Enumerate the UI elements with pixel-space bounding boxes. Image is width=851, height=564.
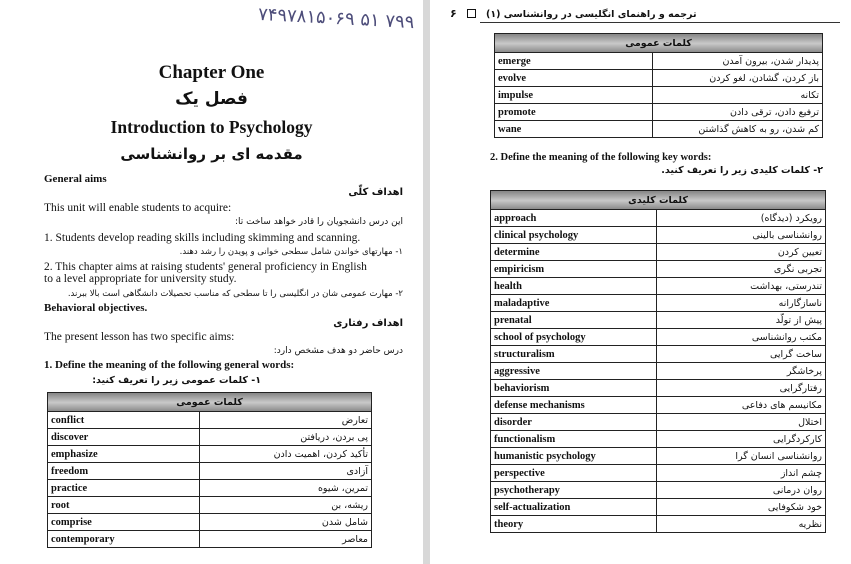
word-fa: روان درمانی bbox=[657, 482, 826, 499]
word-en: impulse bbox=[495, 87, 653, 104]
table-row bbox=[491, 414, 826, 431]
page-number: ۶ bbox=[450, 7, 457, 20]
table-row bbox=[491, 346, 826, 363]
table-row bbox=[48, 412, 372, 429]
word-fa: شامل شدن bbox=[200, 514, 372, 531]
point-2-en-line1: 2. This chapter aims at raising students' general proficiency in English bbox=[44, 261, 367, 273]
word-en: theory bbox=[491, 516, 657, 533]
lesson-title-en: Introduction to Psychology bbox=[110, 117, 313, 137]
table-row bbox=[491, 261, 826, 278]
word-en: promote bbox=[495, 104, 653, 121]
word-en: health bbox=[491, 278, 657, 295]
word-en: disorder bbox=[491, 414, 657, 431]
word-en: root bbox=[48, 497, 200, 514]
table-row bbox=[491, 244, 826, 261]
general-aims-heading-fa: اهداف کلّی bbox=[348, 187, 403, 198]
right-page bbox=[430, 0, 851, 564]
table-row bbox=[491, 482, 826, 499]
word-fa: اختلال bbox=[657, 414, 826, 431]
table-row bbox=[48, 514, 372, 531]
word-en: freedom bbox=[48, 463, 200, 480]
word-fa: تأکید کردن، اهمیت دادن bbox=[200, 446, 372, 463]
general-words-table-2 bbox=[494, 33, 823, 138]
word-fa: مکانیسم های دفاعی bbox=[657, 397, 826, 414]
table-row bbox=[491, 516, 826, 533]
table-row bbox=[48, 497, 372, 514]
point-2-en-line2: to a level appropriate for university study. bbox=[44, 273, 237, 285]
table-row bbox=[491, 227, 826, 244]
word-fa: کارکردگرایی bbox=[657, 431, 826, 448]
table-row bbox=[495, 121, 823, 138]
word-fa: پیش از تولّد bbox=[657, 312, 826, 329]
word-en: evolve bbox=[495, 70, 653, 87]
chapter-title-en: Chapter One bbox=[158, 62, 265, 83]
table-row bbox=[48, 531, 372, 548]
word-fa: پی بردن، دریافتن bbox=[200, 429, 372, 446]
table-row bbox=[495, 70, 823, 87]
word-fa: رفتارگرایی bbox=[657, 380, 826, 397]
chapter-title-fa: فصل یک bbox=[175, 89, 248, 109]
word-fa: رویکرد (دیدگاه) bbox=[657, 210, 826, 227]
word-en: behaviorism bbox=[491, 380, 657, 397]
table-row bbox=[495, 53, 823, 70]
running-head: ترجمه و راهنمای انگلیسی در روانشناسی (۱) bbox=[486, 9, 697, 20]
table-row bbox=[491, 278, 826, 295]
word-fa: مکتب روانشناسی bbox=[657, 329, 826, 346]
point-1-fa: ۱- مهارتهای خواندن شامل سطحی خوانی و پویدن را رشد دهند. bbox=[179, 247, 403, 257]
handwritten-note: ۷۴۹۷۸۱۵۰۶۹ ۵۱ ۷۹۹ bbox=[257, 3, 415, 34]
word-en: discover bbox=[48, 429, 200, 446]
word-en: clinical psychology bbox=[491, 227, 657, 244]
behavioral-heading-fa: اهداف رفتاری bbox=[333, 318, 403, 329]
word-fa: خود شکوفایی bbox=[657, 499, 826, 516]
word-en: defense mechanisms bbox=[491, 397, 657, 414]
word-en: perspective bbox=[491, 465, 657, 482]
define-key-en: 2. Define the meaning of the following key words: bbox=[490, 152, 712, 163]
word-en: contemporary bbox=[48, 531, 200, 548]
word-en: structuralism bbox=[491, 346, 657, 363]
table-row bbox=[491, 312, 826, 329]
lesson-title-fa: مقدمه ای بر روانشناسی bbox=[120, 145, 303, 163]
table-row bbox=[491, 329, 826, 346]
present-lesson-fa: درس حاضر دو هدف مشخص دارد: bbox=[273, 346, 403, 356]
word-fa: روانشناسی بالینی bbox=[657, 227, 826, 244]
header-rule bbox=[480, 22, 840, 23]
word-en: aggressive bbox=[491, 363, 657, 380]
word-fa: تجربی نگری bbox=[657, 261, 826, 278]
word-en: prenatal bbox=[491, 312, 657, 329]
general-aims-heading-en: General aims bbox=[44, 173, 107, 185]
table-header: کلمات عمومی bbox=[495, 34, 823, 53]
word-fa: تندرستی، بهداشت bbox=[657, 278, 826, 295]
word-fa: ناسازگارانه bbox=[657, 295, 826, 312]
word-fa: ریشه، بن bbox=[200, 497, 372, 514]
behavioral-heading-en: Behavioral objectives. bbox=[44, 302, 148, 314]
table-header: کلمات کلیدی bbox=[491, 191, 826, 210]
table-row bbox=[495, 104, 823, 121]
table-row bbox=[491, 448, 826, 465]
word-fa: تعارض bbox=[200, 412, 372, 429]
point-2-fa: ۲- مهارت عمومی شان در انگلیسی را تا سطحی که مناسب تحصیلات دانشگاهی است بالا ببرند. bbox=[67, 289, 403, 299]
table-row bbox=[48, 463, 372, 480]
word-en: school of psychology bbox=[491, 329, 657, 346]
word-en: approach bbox=[491, 210, 657, 227]
word-fa: پدیدار شدن، بیرون آمدن bbox=[653, 53, 823, 70]
word-fa: کم شدن، رو به کاهش گذاشتن bbox=[653, 121, 823, 138]
word-en: emphasize bbox=[48, 446, 200, 463]
table-row bbox=[48, 480, 372, 497]
define-general-fa: ۱- کلمات عمومی زیر را تعریف کنید: bbox=[92, 375, 261, 386]
word-en: functionalism bbox=[491, 431, 657, 448]
word-en: conflict bbox=[48, 412, 200, 429]
table-row bbox=[491, 397, 826, 414]
word-en: practice bbox=[48, 480, 200, 497]
word-en: empiricism bbox=[491, 261, 657, 278]
word-fa: ساخت گرایی bbox=[657, 346, 826, 363]
word-en: self-actualization bbox=[491, 499, 657, 516]
table-row bbox=[491, 380, 826, 397]
table-row bbox=[48, 429, 372, 446]
left-page bbox=[0, 0, 423, 564]
word-en: maladaptive bbox=[491, 295, 657, 312]
word-fa: معاصر bbox=[200, 531, 372, 548]
table-row bbox=[491, 499, 826, 516]
present-lesson-en: The present lesson has two specific aims: bbox=[44, 331, 235, 343]
table-row bbox=[491, 465, 826, 482]
table-row bbox=[491, 210, 826, 227]
word-fa: چشم انداز bbox=[657, 465, 826, 482]
table-row bbox=[491, 363, 826, 380]
word-fa: تمرین، شیوه bbox=[200, 480, 372, 497]
word-en: wane bbox=[495, 121, 653, 138]
word-en: psychotherapy bbox=[491, 482, 657, 499]
word-fa: ترفیع دادن، ترقی دادن bbox=[653, 104, 823, 121]
unit-intro-en: This unit will enable students to acquire: bbox=[44, 202, 232, 214]
book-gutter bbox=[423, 0, 430, 564]
point-1-en: 1. Students develop reading skills including skimming and scanning. bbox=[44, 232, 361, 244]
word-fa: روانشناسی انسان گرا bbox=[657, 448, 826, 465]
word-en: emerge bbox=[495, 53, 653, 70]
table-row bbox=[495, 87, 823, 104]
table-row bbox=[491, 295, 826, 312]
unit-intro-fa: این درس دانشجویان را قادر خواهد ساخت تا: bbox=[235, 217, 403, 227]
word-en: comprise bbox=[48, 514, 200, 531]
general-words-table bbox=[47, 392, 372, 548]
table-header: کلمات عمومی bbox=[48, 393, 372, 412]
word-fa: تکانه bbox=[653, 87, 823, 104]
word-fa: پرخاشگر bbox=[657, 363, 826, 380]
word-en: humanistic psychology bbox=[491, 448, 657, 465]
square-bullet-icon bbox=[464, 8, 479, 19]
word-fa: نظریه bbox=[657, 516, 826, 533]
table-row bbox=[48, 446, 372, 463]
word-en: determine bbox=[491, 244, 657, 261]
word-fa: تعیین کردن bbox=[657, 244, 826, 261]
table-row bbox=[491, 431, 826, 448]
word-fa: آزادی bbox=[200, 463, 372, 480]
word-fa: باز کردن، گشادن، لغو کردن bbox=[653, 70, 823, 87]
define-general-en: 1. Define the meaning of the following general words: bbox=[44, 359, 295, 371]
key-words-table bbox=[490, 190, 826, 533]
define-key-fa: ۲- کلمات کلیدی زیر را تعریف کنید. bbox=[661, 165, 823, 176]
